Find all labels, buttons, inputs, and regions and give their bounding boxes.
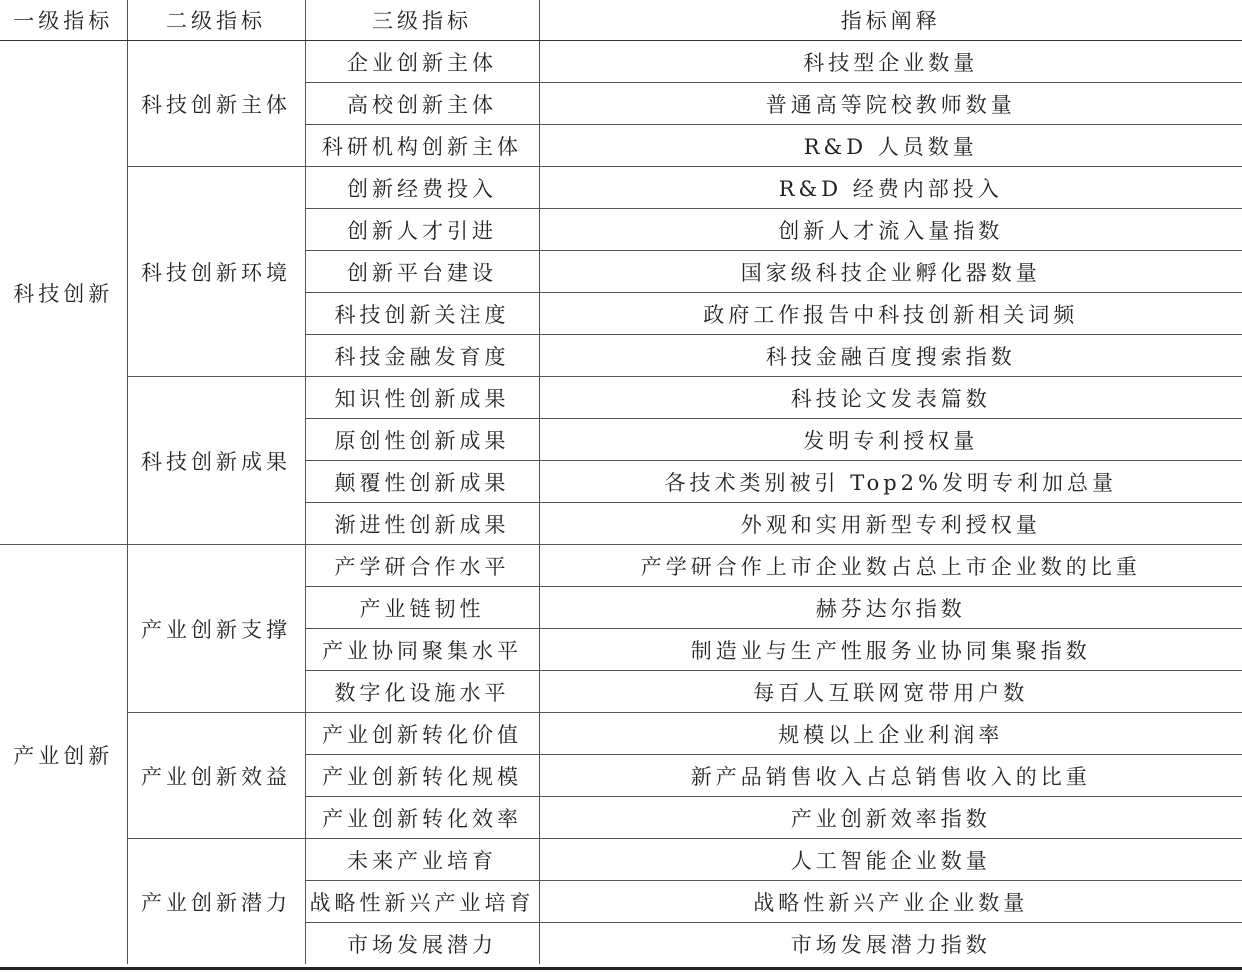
table-row bbox=[0, 713, 1242, 755]
description-cell: 规模以上企业利润率 bbox=[539, 713, 1242, 755]
header-level3: 三级指标 bbox=[305, 0, 539, 41]
level3-cell: 原创性创新成果 bbox=[305, 419, 539, 461]
level3-cell: 市场发展潜力 bbox=[305, 923, 539, 965]
description-cell: 创新人才流入量指数 bbox=[539, 209, 1242, 251]
level3-cell: 战略性新兴产业培育 bbox=[305, 881, 539, 923]
level3-cell: 产业协同聚集水平 bbox=[305, 629, 539, 671]
description-cell: 普通高等院校教师数量 bbox=[539, 83, 1242, 125]
level3-cell: 数字化设施水平 bbox=[305, 671, 539, 713]
description-cell: 科技型企业数量 bbox=[539, 41, 1242, 83]
level3-cell: 产学研合作水平 bbox=[305, 545, 539, 587]
description-cell: 科技金融百度搜索指数 bbox=[539, 335, 1242, 377]
level3-cell: 未来产业培育 bbox=[305, 839, 539, 881]
level3-cell: 科研机构创新主体 bbox=[305, 125, 539, 167]
table-header bbox=[0, 0, 1242, 41]
description-cell: 每百人互联网宽带用户数 bbox=[539, 671, 1242, 713]
level2-cell: 科技创新成果 bbox=[127, 377, 305, 545]
level3-cell: 产业创新转化价值 bbox=[305, 713, 539, 755]
description-cell: 发明专利授权量 bbox=[539, 419, 1242, 461]
table-row bbox=[0, 41, 1242, 83]
table-row bbox=[0, 377, 1242, 419]
table-row bbox=[0, 545, 1242, 587]
table-body bbox=[0, 41, 1242, 965]
level2-cell: 产业创新潜力 bbox=[127, 839, 305, 965]
description-cell: 赫芬达尔指数 bbox=[539, 587, 1242, 629]
level2-cell: 科技创新环境 bbox=[127, 167, 305, 377]
level3-cell: 创新人才引进 bbox=[305, 209, 539, 251]
description-cell: 政府工作报告中科技创新相关词频 bbox=[539, 293, 1242, 335]
level3-cell: 渐进性创新成果 bbox=[305, 503, 539, 545]
description-cell: 科技论文发表篇数 bbox=[539, 377, 1242, 419]
description-cell: 新产品销售收入占总销售收入的比重 bbox=[539, 755, 1242, 797]
level1-cell: 产业创新 bbox=[0, 545, 127, 965]
level3-cell: 创新经费投入 bbox=[305, 167, 539, 209]
level3-cell: 颠覆性创新成果 bbox=[305, 461, 539, 503]
table-bottom-rule bbox=[0, 967, 1242, 970]
description-cell: 外观和实用新型专利授权量 bbox=[539, 503, 1242, 545]
level3-cell: 科技金融发育度 bbox=[305, 335, 539, 377]
table-row bbox=[0, 167, 1242, 209]
level3-cell: 产业创新转化规模 bbox=[305, 755, 539, 797]
description-cell: 国家级科技企业孵化器数量 bbox=[539, 251, 1242, 293]
description-cell: 产学研合作上市企业数占总上市企业数的比重 bbox=[539, 545, 1242, 587]
level3-cell: 产业链韧性 bbox=[305, 587, 539, 629]
level1-cell: 科技创新 bbox=[0, 41, 127, 545]
table-row bbox=[0, 839, 1242, 881]
header-description: 指标阐释 bbox=[539, 0, 1242, 41]
header-level1: 一级指标 bbox=[0, 0, 127, 41]
level3-cell: 企业创新主体 bbox=[305, 41, 539, 83]
level2-cell: 产业创新支撑 bbox=[127, 545, 305, 713]
description-cell: 战略性新兴产业企业数量 bbox=[539, 881, 1242, 923]
level2-cell: 科技创新主体 bbox=[127, 41, 305, 167]
description-cell: 制造业与生产性服务业协同集聚指数 bbox=[539, 629, 1242, 671]
header-level2: 二级指标 bbox=[127, 0, 305, 41]
level3-cell: 高校创新主体 bbox=[305, 83, 539, 125]
description-cell: R&D 经费内部投入 bbox=[539, 167, 1242, 209]
description-cell: 产业创新效率指数 bbox=[539, 797, 1242, 839]
level3-cell: 产业创新转化效率 bbox=[305, 797, 539, 839]
description-cell: R&D 人员数量 bbox=[539, 125, 1242, 167]
level3-cell: 科技创新关注度 bbox=[305, 293, 539, 335]
level2-cell: 产业创新效益 bbox=[127, 713, 305, 839]
level3-cell: 创新平台建设 bbox=[305, 251, 539, 293]
header-row bbox=[0, 0, 1242, 41]
description-cell: 人工智能企业数量 bbox=[539, 839, 1242, 881]
description-cell: 各技术类别被引 Top2%发明专利加总量 bbox=[539, 461, 1242, 503]
description-cell: 市场发展潜力指数 bbox=[539, 923, 1242, 965]
level3-cell: 知识性创新成果 bbox=[305, 377, 539, 419]
